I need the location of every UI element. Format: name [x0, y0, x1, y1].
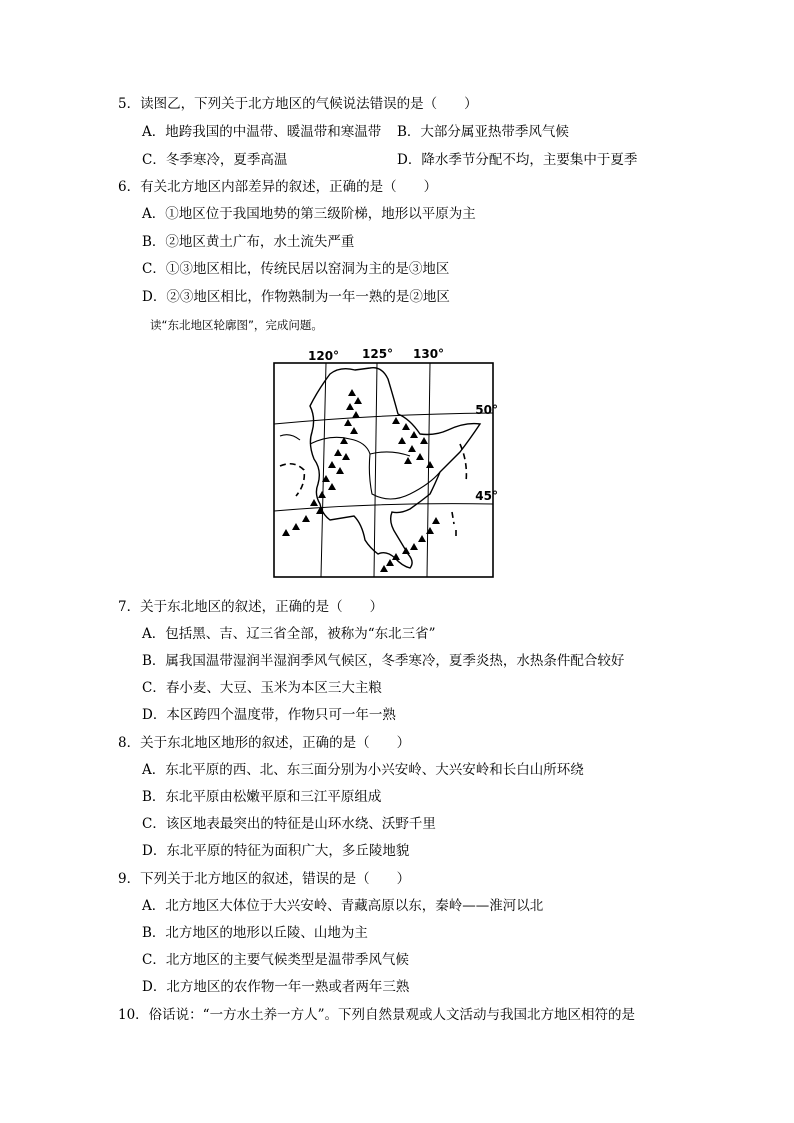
lat-label-45: 45°	[475, 489, 498, 503]
graticule	[274, 363, 493, 577]
q9-option-a: A．北方地区大体位于大兴安岭、青藏高原以东，秦岭——淮河以北	[142, 898, 544, 914]
q6-option-b: B．②地区黄土广布，水土流失严重	[142, 234, 355, 250]
q5-option-a: A．地跨我国的中温带、暖温带和寒温带	[142, 124, 382, 140]
q8-stem: 8．关于东北地区地形的叙述，正确的是（ ）	[118, 735, 411, 751]
q5-option-b: B．大部分属亚热带季风气候	[397, 124, 569, 140]
q7-option-c: C．春小麦、大豆、玉米为本区三大主粮	[142, 680, 382, 696]
q5-option-d: D．降水季节分配不均，主要集中于夏季	[397, 152, 638, 168]
q9-stem: 9．下列关于北方地区的叙述，错误的是（ ）	[118, 871, 411, 887]
q8-option-c: C．该区地表最突出的特征是山环水绕、沃野千里	[142, 816, 436, 832]
q5-stem: 5．读图乙，下列关于北方地区的气候说法错误的是（ ）	[118, 96, 478, 112]
q8-option-b: B．东北平原由松嫩平原和三江平原组成	[142, 789, 382, 805]
q6-option-a: A．①地区位于我国地势的第三级阶梯，地形以平原为主	[142, 206, 476, 222]
map-intro: 读“东北地区轮廓图”，完成问题。	[150, 318, 323, 332]
q8-option-d: D．东北平原的特征为面积广大，多丘陵地貌	[142, 843, 410, 859]
lon-label-130: 130°	[413, 347, 445, 361]
q8-option-a: A．东北平原的西、北、东三面分别为小兴安岭、大兴安岭和长白山所环绕	[142, 762, 584, 778]
dashed-boundaries	[280, 444, 466, 540]
q9-option-b: B．北方地区的地形以丘陵、山地为主	[142, 925, 368, 941]
mountain-symbols	[282, 389, 440, 572]
northeast-outline-map	[270, 344, 500, 580]
q6-stem: 6．有关北方地区内部差异的叙述，正确的是（ ）	[118, 179, 438, 195]
map-frame	[274, 363, 493, 577]
q6-option-d: D．②③地区相比，作物熟制为一年一熟的是②地区	[142, 289, 450, 305]
q9-option-d: D．北方地区的农作物一年一熟或者两年三熟	[142, 979, 410, 995]
q9-option-c: C．北方地区的主要气候类型是温带季风气候	[142, 952, 409, 968]
q6-option-c: C．①③地区相比，传统民居以窑洞为主的是③地区	[142, 261, 450, 277]
q10-stem: 10．俗话说：“一方水土养一方人”。下列自然景观或人文活动与我国北方地区相符的是	[118, 1007, 635, 1023]
q7-option-d: D．本区跨四个温度带，作物只可一年一熟	[142, 707, 396, 723]
q5-option-c: C．冬季寒冷，夏季高温	[142, 152, 288, 168]
lon-label-120: 120°	[308, 349, 340, 363]
lon-label-125: 125°	[362, 347, 394, 361]
q7-option-b: B．属我国温带湿润半湿润季风气候区，冬季寒冷，夏季炎热，水热条件配合较好	[142, 653, 625, 669]
q7-option-a: A．包括黑、吉、辽三省全部，被称为“东北三省”	[142, 626, 436, 642]
lat-label-50: 50°	[475, 403, 498, 417]
q7-stem: 7．关于东北地区的叙述，正确的是（ ）	[118, 599, 384, 615]
